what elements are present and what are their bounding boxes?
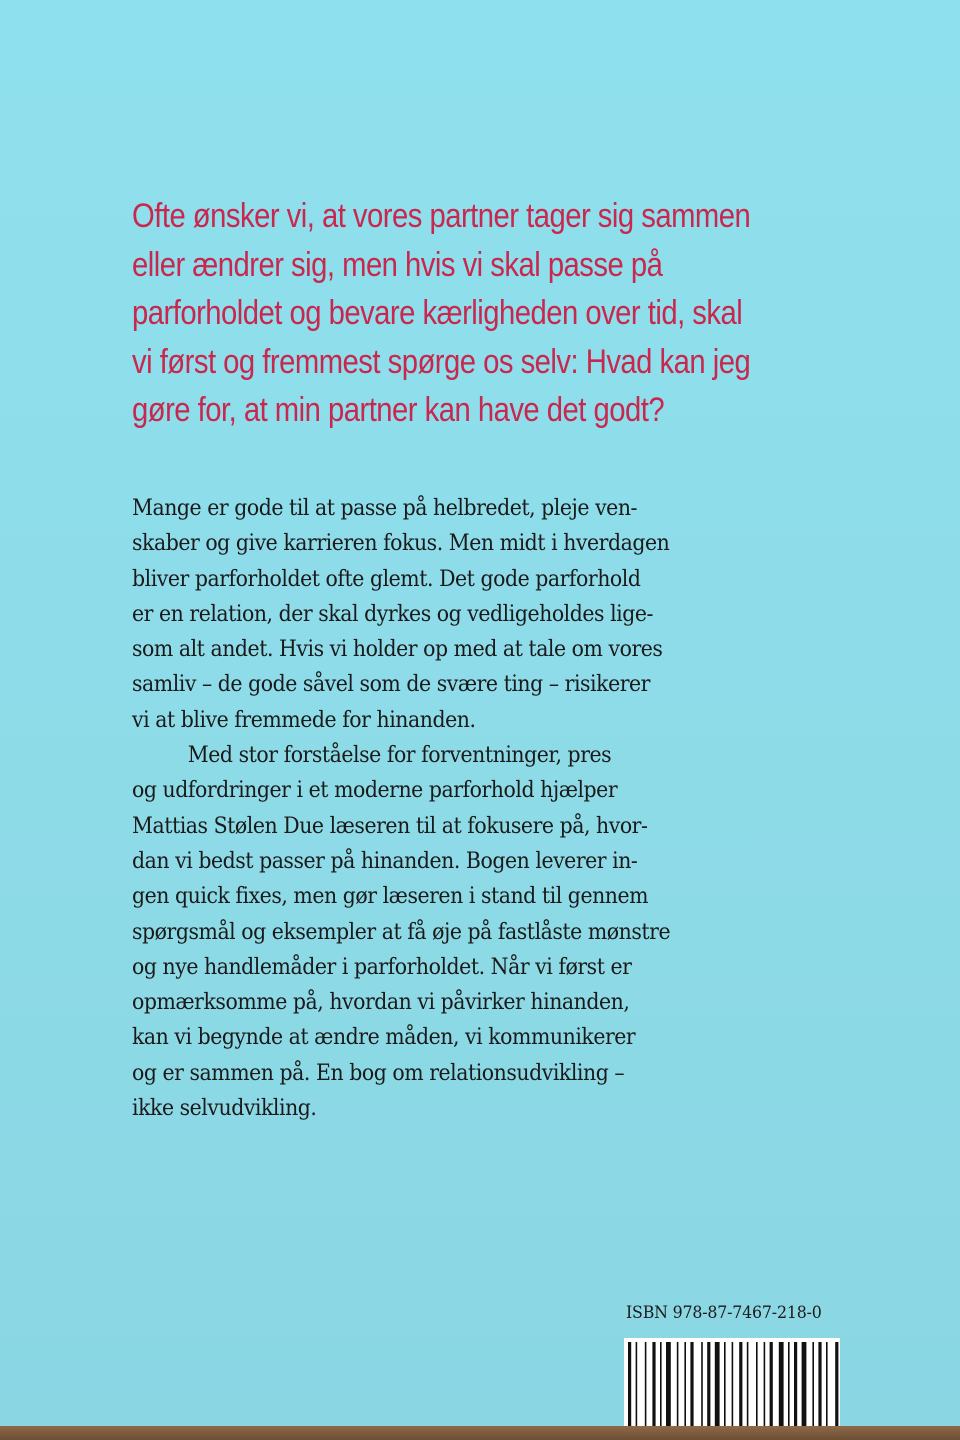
blurb-line: Ofte ønsker vi, at vores partner tager sig sammen <box>132 197 751 235</box>
body-line: er en relation, der skal dyrkes og vedligeholdes lige- <box>132 601 653 627</box>
barcode-bar <box>732 1342 734 1428</box>
body-line: samliv – de gode såvel som de svære ting – risikerer <box>132 672 650 698</box>
barcode-bar <box>701 1342 703 1428</box>
barcode-bar <box>747 1342 749 1428</box>
barcode-bar <box>779 1342 784 1428</box>
body-line: som alt andet. Hvis vi holder op med at tale om vores <box>132 637 663 663</box>
body-line: bliver parforholdet ofte glemt. Det gode parforhold <box>132 566 641 592</box>
body-line: Med stor forståelse for forventninger, pres <box>187 743 612 769</box>
barcode-bar <box>756 1342 758 1428</box>
barcode-bar <box>764 1342 766 1428</box>
blurb-line: vi først og fremmest spørge os selv: Hvad kan jeg <box>132 342 751 381</box>
barcode-icon <box>624 1338 840 1428</box>
body-line: skaber og give karrieren fokus. Men midt i hverdagen <box>132 531 670 557</box>
body-line: ikke selvudvikling. <box>132 1096 317 1122</box>
isbn-label: ISBN 978-87-7467-218-0 <box>626 1303 822 1323</box>
barcode-bar <box>628 1342 631 1428</box>
barcode-bar <box>724 1342 726 1428</box>
barcode-bar <box>770 1342 773 1428</box>
blurb-line: eller ændrer sig, men hvis vi skal passe på <box>132 245 663 284</box>
tagline-blurb <box>132 192 772 435</box>
barcode-bar <box>826 1342 828 1428</box>
barcode-bar <box>666 1342 671 1428</box>
body-line: vi at blive fremmede for hinanden. <box>132 707 476 733</box>
table-surface <box>0 1426 960 1440</box>
barcode-bar <box>677 1342 679 1428</box>
barcode-bar <box>835 1342 838 1428</box>
barcode-bar <box>802 1342 807 1428</box>
barcode-bar <box>684 1342 686 1428</box>
barcode-bar <box>707 1342 710 1428</box>
body-line: dan vi bedst passer på hinanden. Bogen leverer in- <box>132 848 638 874</box>
blurb-line: parforholdet og bevare kærligheden over tid, skal <box>132 294 743 332</box>
barcode-bar <box>788 1342 790 1428</box>
barcode-bar <box>660 1342 662 1428</box>
body-line: kan vi begynde at ændre måden, vi kommunikerer <box>132 1025 636 1051</box>
barcode-bar <box>652 1342 655 1428</box>
body-line: gen quick fixes, men gør læseren i stand til gennem <box>132 884 649 910</box>
barcode-bar <box>690 1342 693 1428</box>
barcode-bar <box>645 1342 647 1428</box>
barcode-bar <box>794 1342 797 1428</box>
body-line: Mange er gode til at passe på helbredet, pleje ven- <box>132 496 637 521</box>
barcode-bar <box>739 1342 742 1428</box>
barcode-bar <box>818 1342 821 1428</box>
body-line: og er sammen på. En bog om relationsudvikling – <box>132 1060 625 1086</box>
blurb-line: gøre for, at min partner kan have det godt? <box>132 391 665 429</box>
body-line: og nye handlemåder i parforholdet. Når vi først er <box>132 954 632 980</box>
body-line: og udfordringer i et moderne parforhold hjælper <box>132 778 618 804</box>
description-body <box>132 491 727 1126</box>
body-line: opmærksomme på, hvordan vi påvirker hinanden, <box>132 990 630 1016</box>
body-line: Mattias Stølen Due læseren til at fokusere på, hvor- <box>132 813 648 839</box>
body-line: spørgsmål og eksempler at få øje på fastlåste mønstre <box>132 919 671 945</box>
barcode-bar <box>636 1342 638 1428</box>
barcode-bar <box>812 1342 814 1428</box>
barcode-bar <box>715 1342 720 1428</box>
